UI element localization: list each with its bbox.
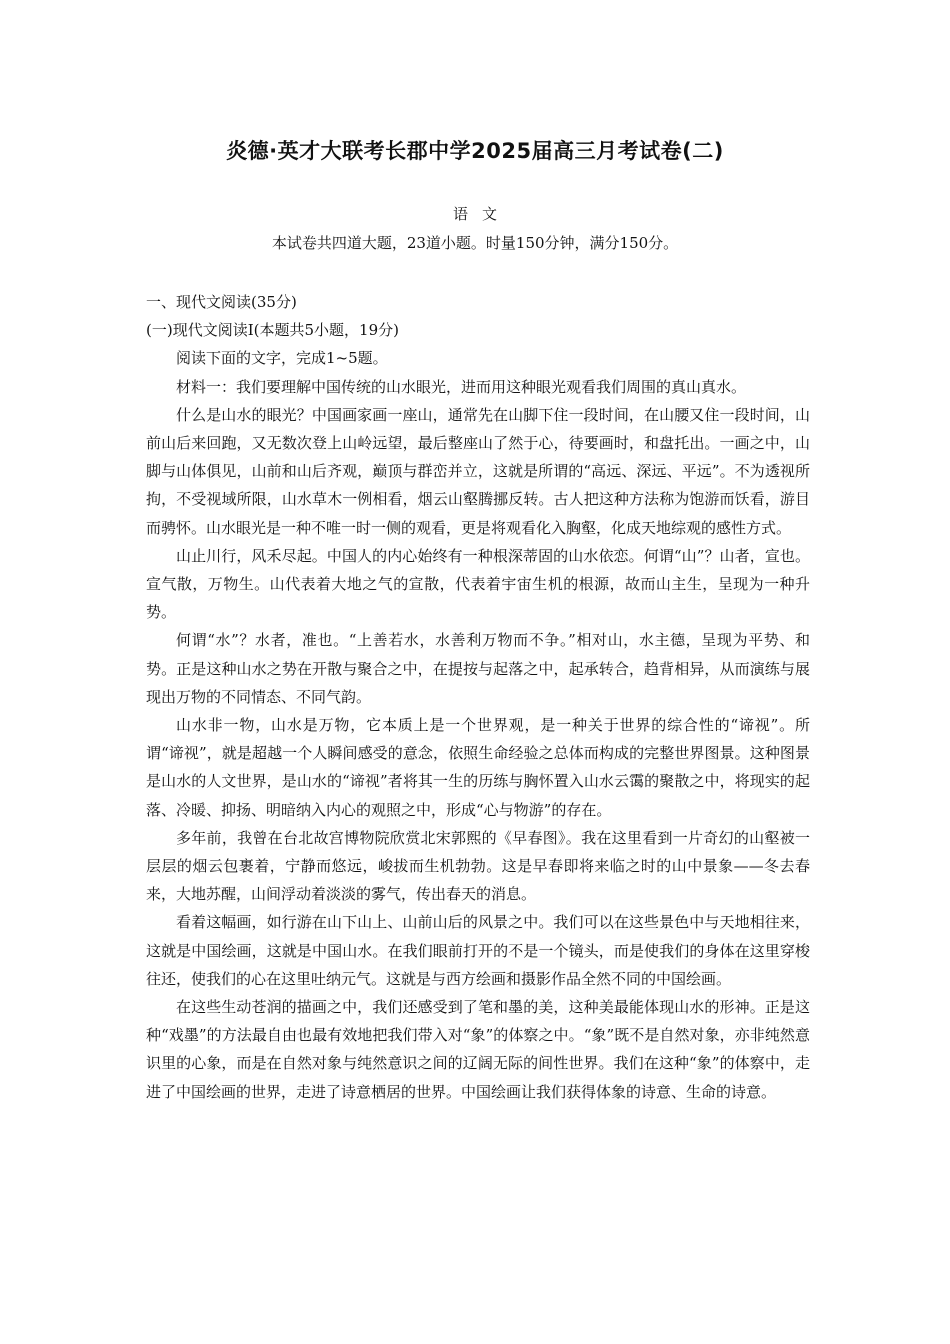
- paragraph: 什么是山水的眼光？中国画家画一座山，通常先在山脚下住一段时间，在山腰又住一段时间，山前山后来回跑，又无数次登上山岭远望，最后整座山了然于心，待要画时，和盘托出。一画之中，山脚与山体俱见，山前和山后齐观，巅顶与群峦并立，这就是所谓的“高远、深远、平远”。不为透视所拘，不受视域所限，山水草木一例相看，烟云山壑腾挪反转。古人把这种方法称为饱游而饫看，游目而骋怀。山水眼光是一种不唯一时一侧的观看，更是将观看化入胸壑，化成天地综观的感性方式。: [146, 405, 810, 537]
- paragraph: 看着这幅画，如行游在山下山上、山前山后的风景之中。我们可以在这些景色中与天地相往来，这就是中国绘画，这就是中国山水。在我们眼前打开的不是一个镜头，而是使我们的身体在这里穿梭往还，使我们的心在这里吐纳元气。这就是与西方绘画和摄影作品全然不同的中国绘画。: [146, 913, 810, 988]
- paragraph: 山水非一物，山水是万物，它本质上是一个世界观，是一种关于世界的综合性的“谛视”。所谓“谛视”，就是超越一个人瞬间感受的意念，依照生命经验之总体而构成的完整世界图景。这种图景是山水的人文世界，是山水的“谛视”者将其一生的历练与胸怀置入山水云霭的聚散之中，将现实的起落、冷暖、抑扬、明暗纳入内心的观照之中，形成“心与物游”的存在。: [146, 716, 810, 819]
- paragraph: 在这些生动苍润的描画之中，我们还感受到了笔和墨的美，这种美最能体现山水的形神。正是这种“戏墨”的方法最自由也最有效地把我们带入对“象”的体察之中。“象”既不是自然对象，亦非纯然意识里的心象，而是在自然对象与纯然意识之间的辽阔无际的间性世界。我们在这种“象”的体察中，走进了中国绘画的世界，走进了诗意栖居的世界。中国绘画让我们获得体象的诗意、生命的诗意。: [146, 998, 810, 1101]
- reading-content: [146, 288, 810, 1106]
- paragraph: 何谓“水”？水者，准也。“上善若水，水善利万物而不争。”相对山，水主德，呈现为平势、和势。正是这种山水之势在开散与聚合之中，在提按与起落之中，起承转合，趋背相异，从而演练与展现出万物的不同情态、不同气韵。: [146, 631, 810, 706]
- reading-instruction: 阅读下面的文字，完成1~5题。: [176, 349, 388, 368]
- paragraph: 多年前，我曾在台北故宫博物院欣赏北宋郭熙的《早春图》。我在这里看到一片奇幻的山壑被一层层的烟云包裹着，宁静而悠远，峻拔而生机勃勃。这是早春即将来临之时的山中景象——冬去春来，大地苏醒，山间浮动着淡淡的雾气，传出春天的消息。: [146, 828, 810, 904]
- exam-intro: 本试卷共四道大题，23道小题。时量150分钟，满分150分。: [271, 234, 679, 252]
- paragraph: 材料一：我们要理解中国传统的山水眼光，进而用这种眼光观看我们周围的真山真水。: [176, 377, 747, 396]
- subject-label: 语文: [452, 205, 511, 223]
- section-subheading: (一)现代文阅读Ⅰ(本题共5小题，19分): [146, 321, 399, 340]
- exam-title: 炎德·英才大联考长郡中学2025届高三月考试卷(二): [226, 139, 724, 163]
- section-heading: 一、现代文阅读(35分): [146, 293, 297, 311]
- paragraph: 山止川行，风禾尽起。中国人的内心始终有一种根深蒂固的山水依恋。何谓“山”？山者，宣也。宣气散，万物生。山代表着大地之气的宣散，代表着宇宙生机的根源，故而山主生，呈现为一种升势。: [146, 546, 810, 622]
